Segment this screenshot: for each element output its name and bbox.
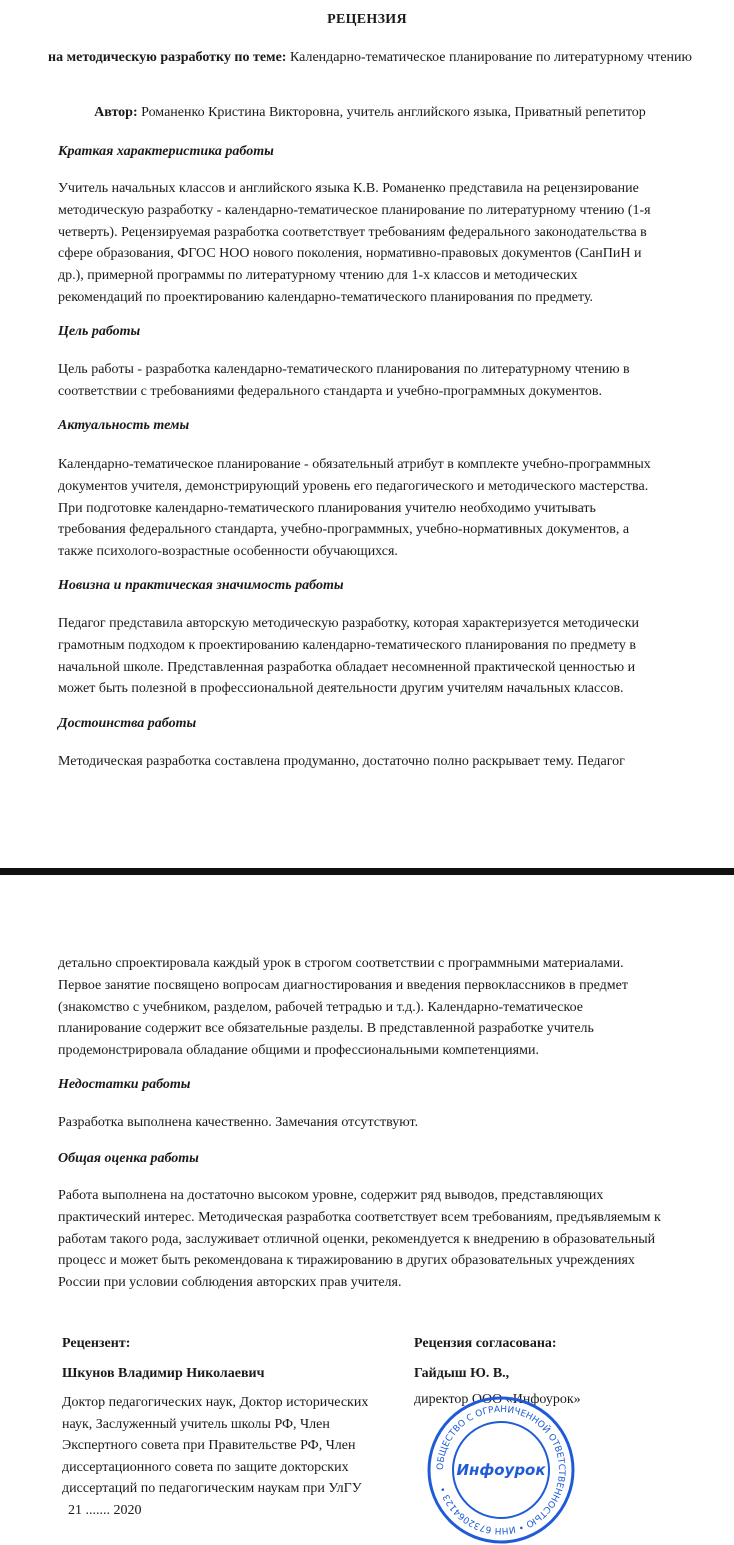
company-seal	[426, 1395, 576, 1545]
paragraph-line: др.), примерной программы по литературному чтению для 1-х классов и методических	[58, 268, 578, 284]
paragraph-characteristics	[58, 178, 698, 309]
paragraph-line: Методическая разработка составлена продуманно, достаточно полно раскрывает тему. Педагог	[58, 754, 625, 769]
paragraph-relevance	[58, 454, 698, 563]
heading-relevance: Актуальность темы	[58, 418, 190, 433]
paragraph-line: (знакомство с учебником, разделом, рабочей тетрадью и т.д.). Календарно-тематическое	[58, 999, 583, 1015]
paragraph-line: детально спроектировала каждый урок в строгом соответствии с программными материалами.	[58, 956, 624, 971]
heading-novelty: Новизна и практическая значимость работы	[58, 578, 344, 593]
paragraph-line: также психолого-возрастные особенности обучающихся.	[58, 544, 398, 560]
topic-line	[40, 47, 700, 68]
paragraph-line: методическую разработку - календарно-тематическое планирование по литературному чтению (1-я	[58, 202, 651, 218]
paragraph-novelty	[58, 613, 698, 700]
paragraph-shortcomings	[58, 1112, 698, 1134]
heading-overall: Общая оценка работы	[58, 1151, 199, 1166]
paragraph-line: планирование содержит все обязательные разделы. В представленной разработке учитель	[58, 1021, 594, 1037]
reviewer-credentials	[62, 1392, 402, 1521]
seal-ring-text: ОБЩЕСТВО С ОГРАНИЧЕННОЙ ОТВЕТСТВЕННОСТЬЮ • ИНН 6732064123 •	[435, 1404, 567, 1536]
heading-shortcomings: Недостатки работы	[58, 1077, 191, 1092]
document-title: РЕЦЕНЗИЯ	[327, 12, 407, 27]
paragraph-line: Педагог представила авторскую методическую разработку, которая характеризуется методически	[58, 616, 639, 631]
reviewer-label: Рецензент:	[62, 1336, 131, 1351]
reviewer-name: Шкунов Владимир Николаевич	[62, 1366, 265, 1381]
paragraph-line: Первое занятие посвящено вопросам диагностирования и введения первоклассников в предмет	[58, 977, 628, 993]
credential-line: Экспертного совета при Правительстве РФ, Член	[62, 1438, 356, 1453]
paragraph-line: рекомендаций по проектированию календарно-тематического планирования по предмету.	[58, 289, 594, 305]
paragraph-line: При подготовке календарно-тематического планирования учителю необходимо учитывать	[58, 500, 596, 516]
paragraph-line: Разработка выполнена качественно. Замечания отсутствуют.	[58, 1115, 419, 1130]
page-separator	[0, 868, 734, 875]
paragraph-line: Работа выполнена на достаточно высоком уровне, содержит ряд выводов, представляющих	[58, 1188, 604, 1203]
paragraph-line: России при условии соблюдения авторских прав учителя.	[58, 1275, 402, 1291]
paragraph-merits-part1	[58, 751, 698, 773]
paragraph-line: начальной школе. Представленная разработка обладает несомненной практической ценностью и	[58, 659, 636, 675]
reviewer-date: 21 ....... 2020	[68, 1502, 142, 1518]
paragraph-line: может быть полезной в профессиональной деятельности другим учителям начальных классов.	[58, 681, 624, 697]
approval-name: Гайдыш Ю. В.,	[414, 1366, 510, 1381]
heading-goal: Цель работы	[58, 324, 141, 339]
paragraph-overall	[58, 1185, 698, 1294]
heading-characteristics: Краткая характеристика работы	[58, 144, 274, 159]
topic-value: Календарно-тематическое планирование по литературному чтению	[289, 50, 692, 65]
paragraph-merits-part2	[58, 953, 698, 1062]
paragraph-line: документов учителя, демонстрирующий уровень его педагогического и методического мастерства.	[58, 478, 649, 494]
credential-line: наук, Заслуженный учитель школы РФ, Член	[62, 1416, 330, 1432]
credential-line: Доктор педагогических наук, Доктор исторических	[62, 1395, 369, 1410]
page-2	[0, 875, 734, 1536]
paragraph-line: Учитель начальных классов и английского языка К.В. Романенко представила на рецензирование	[58, 181, 639, 196]
author-value: Романенко Кристина Викторовна, учитель английского языка, Приватный репетитор	[141, 105, 646, 120]
paragraph-line: процесс и может быть рекомендована к тиражированию в других образовательных учреждениях	[58, 1253, 635, 1269]
credential-line: диссертаций по педагогическим наукам при УлГУ	[62, 1481, 362, 1496]
heading-merits: Достоинства работы	[58, 716, 197, 731]
paragraph-line: сфере образования, ФГОС НОО нового поколения, нормативно-правовых документов (СанПиН и	[58, 246, 642, 262]
paragraph-line: Цель работы - разработка календарно-тематического планирования по литературному чтению в	[58, 362, 630, 377]
paragraph-line: практический интерес. Методическая разработка соответствует всем требованиям, предъявляемым к	[58, 1209, 661, 1225]
credential-line: диссертационного совета по защите докторских	[62, 1459, 349, 1475]
paragraph-line: четверть). Рецензируемая разработка соответствует требованиям федерального законодательства в	[58, 224, 647, 240]
approval-position: директор ООО «Инфоурок»	[414, 1392, 581, 1407]
paragraph-line: требования федерального стандарта, учебно-программных, учебно-нормативных документов, а	[58, 522, 630, 538]
paragraph-goal	[58, 359, 698, 403]
seal-center-text: Инфоурок	[456, 1461, 546, 1479]
approval-label: Рецензия согласована:	[414, 1336, 557, 1351]
paragraph-line: соответствии с требованиями федерального стандарта и учебно-программных документов.	[58, 383, 602, 399]
author-label: Автор:	[94, 105, 138, 120]
author-line	[40, 105, 700, 121]
paragraph-line: грамотным подходом к проектированию календарно-тематического планирования по предмету в	[58, 637, 636, 653]
paragraph-line: работам такого рода, заслуживает отличной оценки, рекомендуется к внедрению в образовательный	[58, 1231, 656, 1247]
topic-label: на методическую разработку по теме:	[48, 50, 287, 65]
reviewer-block	[62, 1336, 402, 1521]
paragraph-line: продемонстрировала обладание общими и профессиональными компетенциями.	[58, 1043, 539, 1059]
paragraph-line: Календарно-тематическое планирование - обязательный атрибут в комплекте учебно-программных	[58, 457, 651, 472]
